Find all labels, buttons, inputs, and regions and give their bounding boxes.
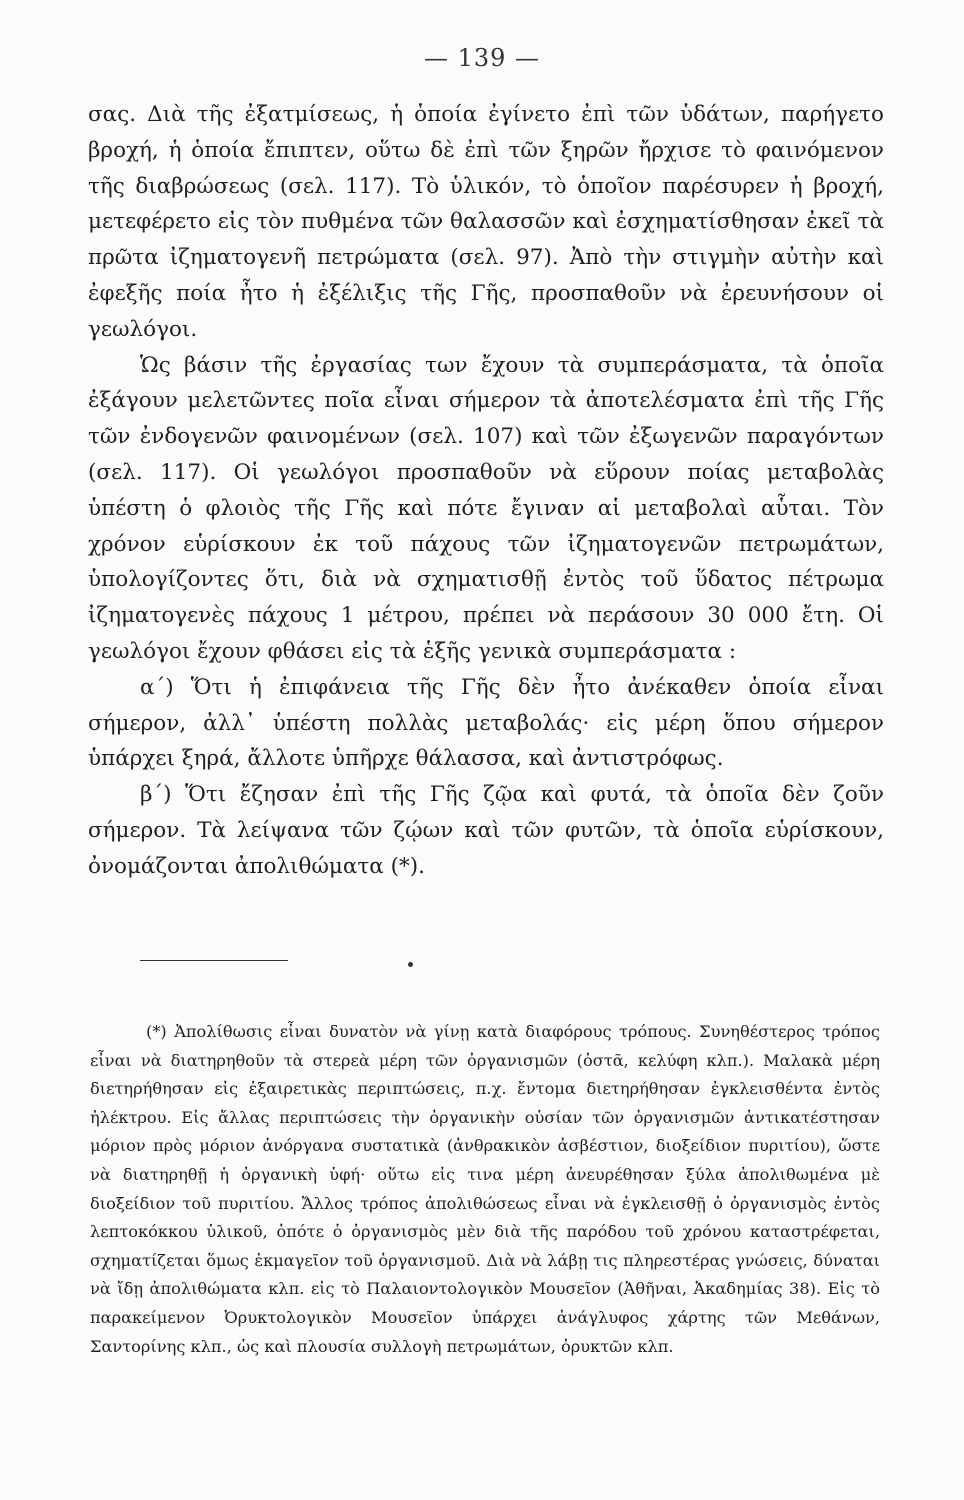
footnote-fossilization: (*) Ἀπολίθωσις εἶναι δυνατὸν νὰ γίνῃ κατὰ διαφόρους τρόπους. Συνηθέστερος τρόπος εἶναι νὰ διατηρηθοῦν τὰ στερεὰ μέρη τῶν ὀργανισμῶν (ὀστᾶ, κελύφη κλπ.). Μαλακὰ μέρη διετηρήθησαν εἰς ἐξαιρετικὰς περιπτώσεις, π.χ. ἔντομα διετηρήθησαν ἐγκλεισθέντα ἐντὸς ἠλέκτρου. Εἰς ἄλλας περιπτώσεις τὴν ὀργανικὴν οὐσίαν τῶν ὀργανισμῶν ἀντικατέστησαν μόριον πρὸς μόριον ἀνόργανα συστατικὰ (ἀνθρακικὸν ἀσβέστιον, διοξείδιον πυριτίου), ὥστε νὰ διατηρηθῇ ἡ ὀργανικὴ ὑφή· οὕτω εἰς τινα μέρη ἀνευρέθησαν ξύλα ἀπολιθωμένα μὲ διοξείδιον τοῦ πυριτίου. Ἄλλος τρόπος ἀπολιθώσεως εἶναι νὰ ἐγκλεισθῇ ὁ ὀργανισμὸς ἐντὸς λεπτοκόκκου ὑλικοῦ, ὁπότε ὁ ὀργανισμὸς μὲν διὰ τῆς παρόδου τοῦ χρόνου καταστρέφεται, σχηματίζεται ὅμως ἐκμαγεῖον τοῦ ὀργανισμοῦ. Διὰ νὰ λάβῃ τις πληρεστέρας γνώσεις, δύναται νὰ ἴδῃ ἀπολιθώματα κλπ. εἰς τὸ Παλαιοντολογικὸν Μουσεῖον (Ἀθῆναι, Ἀκαδημίας 38). Εἰς τὸ παρακείμενον Ὀρυκτολογικὸν Μουσεῖον ὑπάρχει ἀνάγλυφος χάρτης τῶν Μεθάνων, Σαντορίνης κλπ., ὡς καὶ πλουσία συλλογὴ πετρωμάτων, ὀρυκτῶν κλπ. — [90, 1022, 880, 1356]
footnote-divider — [140, 960, 288, 961]
ink-dot — [408, 962, 413, 967]
paragraph-erosion: σας. Διὰ τῆς ἐξατμίσεως, ἡ ὁποία ἐγίνετο ἐπὶ τῶν ὑδάτων, παρήγετο βροχή, ἡ ὁποία ἔπιπτεν, οὕτω δὲ ἐπὶ τῶν ξηρῶν ἤρχισε τὸ φαινόμενον τῆς διαβρώσεως (σελ. 117). Τὸ ὑλικόν, τὸ ὁποῖον παρέσυρεν ἡ βροχή, μετεφέρετο εἰς τὸν πυθμένα τῶν θαλασσῶν καὶ ἐσχηματίσθησαν ἐκεῖ τὰ πρῶτα ἰζηματογενῆ πετρώματα (σελ. 97). Ἀπὸ τὴν στιγμὴν αὐτὴν καὶ ἐφεξῆς ποία ἦτο ἡ ἐξέλιξις τῆς Γῆς, προσπαθοῦν νὰ ἐρευνήσουν οἱ γεωλόγοι. — [88, 102, 884, 342]
main-text — [88, 97, 884, 885]
conclusion-b: β΄) Ὅτι ἔζησαν ἐπὶ τῆς Γῆς ζῷα καὶ φυτά, τὰ ὁποῖα δὲν ζοῦν σήμερον. Τὰ λείψανα τῶν ζῴων καὶ τῶν φυτῶν, τὰ ὁποῖα εὑρίσκουν, ὀνομάζονται ἀπολιθώματα (*). — [88, 782, 884, 879]
conclusion-a: α΄) Ὅτι ἡ ἐπιφάνεια τῆς Γῆς δὲν ἦτο ἀνέκαθεν ὁποία εἶναι σήμερον, ἀλλ᾽ ὑπέστη πολλὰς μεταβολάς· εἰς μέρη ὅπου σήμερον ὑπάρχει ξηρά, ἄλλοτε ὑπῆρχε θάλασσα, καὶ ἀντιστρόφως. — [88, 674, 884, 772]
paragraph-geologists-method: Ὡς βάσιν τῆς ἐργασίας των ἔχουν τὰ συμπεράσματα, τὰ ὁποῖα ἐξάγουν μελετῶντες ποῖα εἶναι σήμερον τὰ ἀποτελέσματα ἐπὶ τῆς Γῆς τῶν ἐνδογενῶν φαινομένων (σελ. 107) καὶ τῶν ἐξωγενῶν παραγόντων (σελ. 117). Οἱ γεωλόγοι προσπαθοῦν νὰ εὕρουν ποίας μεταβολὰς ὑπέστη ὁ φλοιὸς τῆς Γῆς καὶ πότε ἔγιναν αἱ μεταβολαὶ αὗται. Τὸν χρόνον εὑρίσκουν ἐκ τοῦ πάχους τῶν ἰζηματογενῶν πετρωμάτων, ὑπολογίζοντες ὅτι, διὰ νὰ σχηματισθῇ ἐντὸς τοῦ ὕδατος πέτρωμα ἰζηματογενὲς πάχους 1 μέτρου, πρέπει νὰ περάσουν 30 000 ἔτη. Οἱ γεωλόγοι ἔχουν φθάσει εἰς τὰ ἑξῆς γενικὰ συμπεράσματα : — [88, 352, 884, 664]
page-number: — 139 — — [423, 44, 541, 72]
